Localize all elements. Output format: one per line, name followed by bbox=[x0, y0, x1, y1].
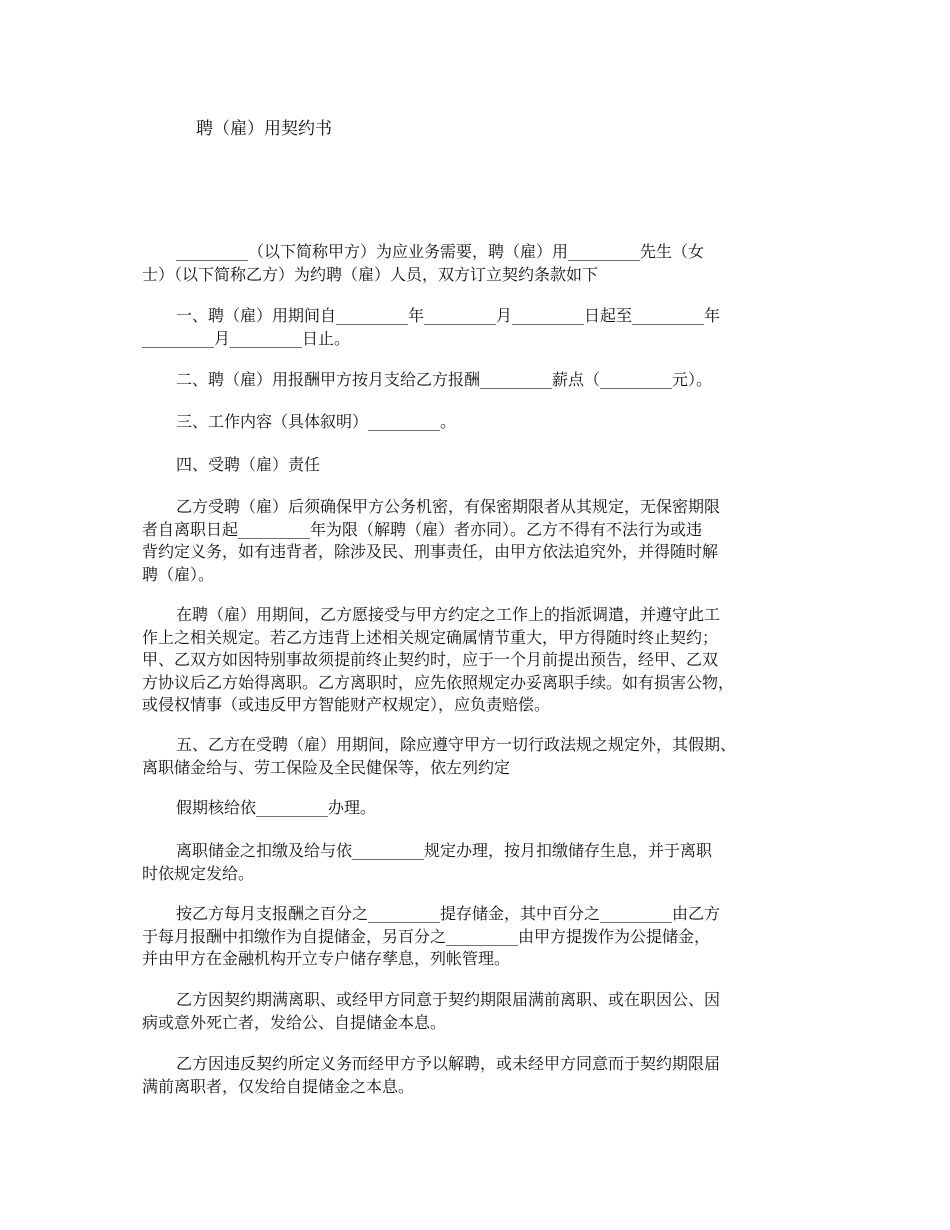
text-line: 在聘（雇）用期间，乙方愿接受与甲方约定之工作上的指派调遣，并遵守此工 bbox=[176, 605, 721, 624]
text-line: 满前离职者，仅发给自提储金之本息。 bbox=[142, 1076, 415, 1096]
text-line: 病或意外死亡者，发给公、自提储金本息。 bbox=[142, 1012, 447, 1032]
paragraph-clause-3 bbox=[142, 411, 822, 434]
text-line: 按乙方每月支报酬之百分之_________提存储金，其中百分之_________由乙方 bbox=[176, 904, 721, 923]
paragraph-assignment bbox=[142, 604, 822, 717]
paragraph-partial-payout bbox=[142, 1053, 822, 1098]
paragraph-severance bbox=[142, 840, 822, 885]
document-title: 聘（雇）用契约书 bbox=[196, 119, 332, 139]
text-line: 离职储金之扣缴及给与依_________规定办理，按月扣缴储存生息，并于离职 bbox=[176, 841, 713, 860]
paragraph-confidentiality bbox=[142, 496, 822, 586]
text-line: 乙方因契约期满离职、或经甲方同意于契约期限届满前离职、或在职因公、因 bbox=[176, 990, 721, 1009]
text-line: 作上之相关规定。若乙方违背上述相关规定确属情节重大，甲方得随时终止契约； bbox=[142, 627, 719, 647]
paragraph-leave bbox=[142, 797, 822, 820]
paragraph-clause-2 bbox=[142, 369, 822, 392]
paragraph-savings-rate bbox=[142, 903, 822, 971]
paragraph-preamble bbox=[142, 241, 822, 286]
paragraph-clause-5 bbox=[142, 734, 822, 779]
text-line: 士）（以下简称乙方）为约聘（雇）人员，双方订立契约条款如下 bbox=[142, 264, 599, 284]
text-line: 假期核给依_________办理。 bbox=[176, 798, 377, 817]
text-line: 离职储金给与、劳工保险及全民健保等，依左列约定 bbox=[142, 757, 511, 777]
text-line: _________（以下简称甲方）为应业务需要，聘（雇）用_________先生（女 bbox=[176, 242, 705, 261]
text-line: _________月_________日止。 bbox=[142, 328, 351, 348]
text-line: 四、受聘（雇）责任 bbox=[176, 455, 321, 474]
text-line: 并由甲方在金融机构开立专户储存孳息，列帐管理。 bbox=[142, 949, 511, 968]
paragraph-clause-1 bbox=[142, 305, 822, 350]
text-line: 背约定义务，如有违背者，除涉及民、刑事责任，由甲方依法追究外，并得随时解 bbox=[142, 542, 719, 561]
paragraph-clause-4 bbox=[142, 454, 822, 477]
text-line: 或侵权情事（或违反甲方智能财产权规定），应负责赔偿。 bbox=[142, 695, 551, 714]
text-line: 乙方因违反契约所定义务而经甲方予以解聘，或未经甲方同意而于契约期限届 bbox=[176, 1054, 721, 1073]
paragraph-full-payout bbox=[142, 989, 822, 1034]
text-line: 时依规定发给。 bbox=[142, 863, 255, 883]
text-line: 于每月报酬中扣缴作为自提储金，另百分之_________由甲方提拨作为公提储金， bbox=[142, 926, 711, 946]
text-line: 二、聘（雇）用报酬甲方按月支给乙方报酬_________薪点（_________元）。 bbox=[176, 370, 713, 389]
text-line: 五、乙方在受聘（雇）用期间，除应遵守甲方一切行政法规之规定外，其假期、 bbox=[176, 735, 737, 754]
text-line: 乙方受聘（雇）后须确保甲方公务机密，有保密期限者从其规定，无保密期限 bbox=[176, 497, 721, 516]
text-line: 甲、乙双方如因特别事故须提前终止契约时，应于一个月前提出预告，经甲、乙双 bbox=[142, 650, 719, 669]
text-line: 聘（雇）。 bbox=[142, 564, 215, 584]
text-line: 三、工作内容（具体叙明）_________。 bbox=[176, 412, 457, 431]
text-line: 者自离职日起_________年为限（解聘（雇）者亦同）。乙方不得有不法行为或违 bbox=[142, 519, 703, 539]
text-line: 方协议后乙方始得离职。乙方离职时，应先依照规定办妥离职手续。如有损害公物， bbox=[142, 672, 735, 692]
text-line: 一、聘（雇）用期间自_________年_________月_________日起至_________年 bbox=[176, 306, 721, 325]
